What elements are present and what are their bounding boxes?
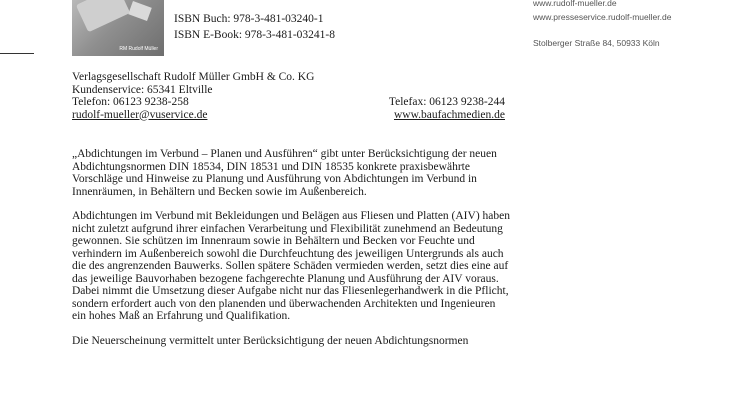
paragraph: Die Neuerscheinung vermittelt unter Berücksichtigung der neuen Abdichtungsnormen <box>72 334 469 347</box>
sidebar-website-link[interactable]: www.rudolf-mueller.de <box>533 0 617 8</box>
publisher-fax: Telefax: 06123 9238-244 <box>388 96 505 108</box>
sidebar-press-link[interactable]: www.presseservice.rudolf-mueller.de <box>533 12 672 22</box>
cover-graphic-shape <box>76 0 130 32</box>
publisher-block <box>72 71 505 121</box>
isbn-block <box>174 11 335 43</box>
body-text <box>72 148 512 359</box>
sidebar-address: Stolberger Straße 84, 50933 Köln <box>533 38 660 48</box>
isbn-ebook: ISBN E-Book: 978-3-481-03241-8 <box>174 29 335 41</box>
publisher-email-link[interactable]: rudolf-mueller@vuservice.de <box>72 108 208 121</box>
contact-row <box>72 96 505 109</box>
publisher-phone: Telefon: 06123 9238-258 <box>72 96 189 108</box>
cover-publisher-logo: RM Rudolf Müller <box>119 46 158 52</box>
book-cover-image <box>72 0 164 56</box>
publisher-service: Kundenservice: 65341 Eltville <box>72 83 213 96</box>
isbn-print: ISBN Buch: 978-3-481-03240-1 <box>174 13 324 25</box>
paragraph: „Abdichtungen im Verbund – Planen und Ausführen“ gibt unter Berücksichtigung der neuen Abdichtungsnormen DIN 18534, DIN 18531 und DIN 18535 konkrete praxisbewährte Vorschläge und Hinweise zu Planung und Ausführung von Abdichtungen im Verbund in Innenräumen, in Behältern und Becken sowie im Außenbereich. <box>72 148 497 198</box>
paragraph: Abdichtungen im Verbund mit Bekleidungen und Belägen aus Fliesen und Platten (AIV) haben nicht zuletzt aufgrund ihrer einfachen Verarbeitung und Flexibilität zunehmend an Bedeutung gewonnen. Sie schützen im Innenraum sowie in Behältern und Becken vor Feuchte und verhindern im Außenbereich sowohl die Durchfeuchtung des jeweiligen Untergrunds als auch die des angrenzenden Bauwerks. Sollen spätere Schäden vermieden werden, setzt dies eine auf das jeweilige Bauvorhaben bezogene fachgerechte Planung und Ausführung der AIV voraus. Dabei nimmt die Umsetzung dieser Aufgabe nicht nur das Fliesenlegerhandwerk in die Pflicht, sondern erfordert auch von den planenden und überwachenden Architekten und Ingenieuren ein hohes Maß an Erfahrung und Qualifikation. <box>72 210 510 322</box>
divider-line <box>0 53 34 54</box>
cover-graphic-shape <box>128 1 152 21</box>
publisher-web-link[interactable]: www.baufachmedien.de <box>393 108 505 121</box>
publisher-name: Verlagsgesellschaft Rudolf Müller GmbH & Co. KG <box>72 71 315 83</box>
links-row <box>72 109 505 122</box>
